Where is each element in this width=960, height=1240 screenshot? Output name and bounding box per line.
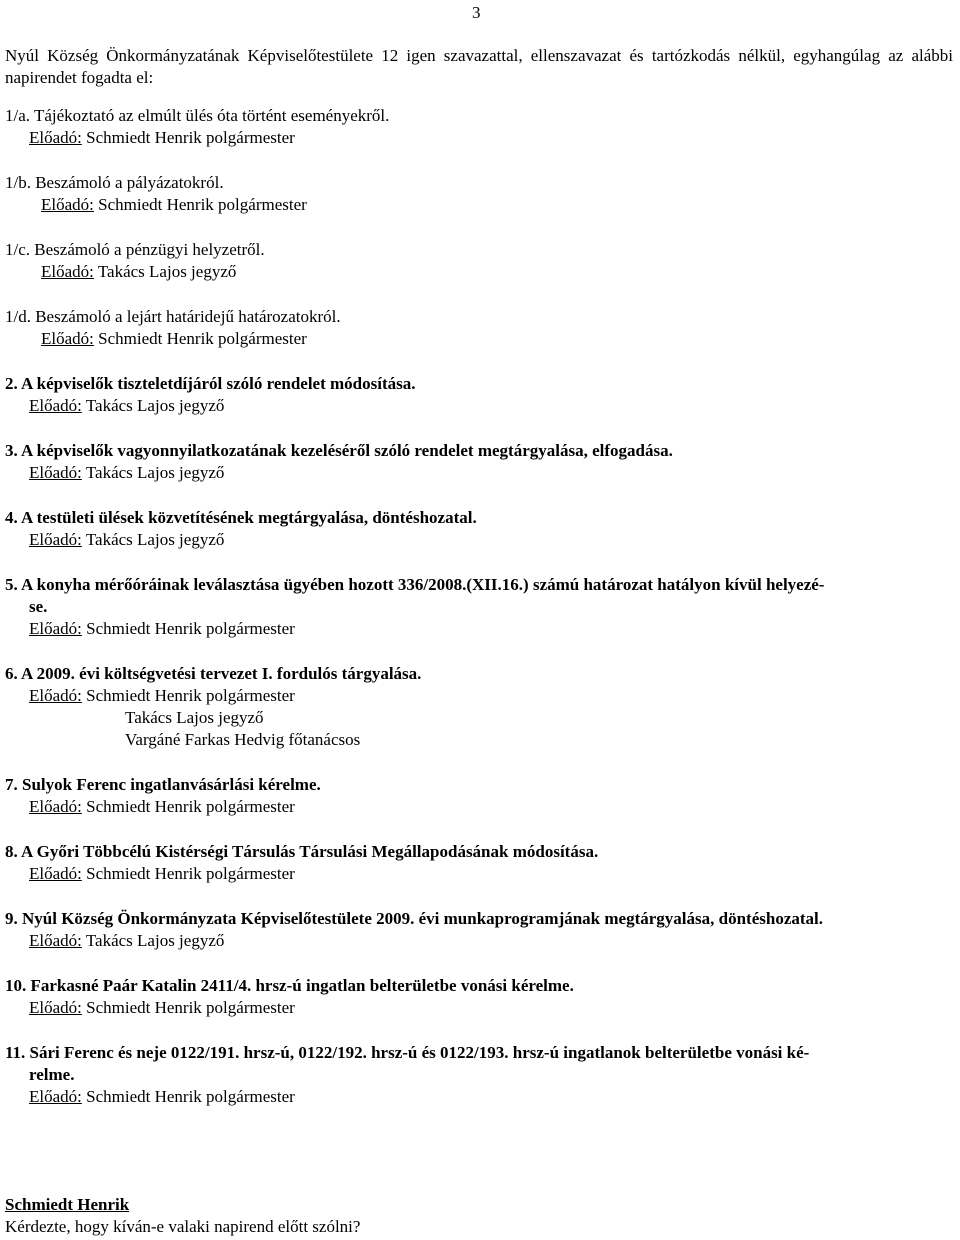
- agenda-item-presenter: [29, 462, 957, 484]
- agenda-item: [5, 908, 957, 952]
- presenter-name: Schmiedt Henrik polgármester: [98, 195, 307, 214]
- agenda-item: [5, 373, 957, 417]
- agenda-item-presenter: [29, 529, 957, 551]
- presenter-name: Takács Lajos jegyző: [85, 463, 225, 482]
- presenter-name: Schmiedt Henrik polgármester: [86, 1087, 295, 1106]
- agenda-item-presenter: [29, 796, 957, 818]
- agenda-item-title: 9. Nyúl Község Önkormányzata Képviselőtestülete 2009. évi munkaprogramjának megtárgyalása, döntéshozatal.: [5, 909, 824, 928]
- presenter-label: Előadó:: [29, 463, 82, 482]
- agenda-item-title: 8. A Győri Többcélú Kistérségi Társulás Társulási Megállapodásának módosítása.: [5, 842, 599, 861]
- presenter-name: Takács Lajos jegyző: [85, 396, 225, 415]
- intro-paragraph: Nyúl Község Önkormányzatának Képviselőtestülete 12 igen szavazattal, ellenszavazat és tartózkodás nélkül, egyhangúlag az alábbi napirendet fogadta el:: [5, 46, 953, 87]
- presenter-name: Takács Lajos jegyző: [85, 931, 225, 950]
- agenda-item-title: [5, 574, 957, 618]
- presenter-label: Előadó:: [29, 686, 82, 705]
- agenda-item: [5, 663, 957, 751]
- presenter-label: Előadó:: [29, 797, 82, 816]
- agenda-item-presenter: [41, 261, 957, 283]
- agenda-item-presenter: [29, 1086, 957, 1108]
- agenda-item-title: 3. A képviselők vagyonnyilatkozatának kezeléséről szóló rendelet megtárgyalása, elfogadása.: [5, 441, 673, 460]
- presenter-name: Schmiedt Henrik polgármester: [86, 128, 295, 147]
- presenter-name: Schmiedt Henrik polgármester: [86, 686, 295, 705]
- agenda-item-presenter: [41, 194, 957, 216]
- presenter-label: Előadó:: [29, 530, 82, 549]
- agenda-item-title: 2. A képviselők tiszteletdíjáról szóló rendelet módosítása.: [5, 374, 416, 393]
- agenda-item-title: 1/d. Beszámoló a lejárt határidejű határozatokról.: [5, 307, 341, 326]
- agenda-item-title-continuation: relme.: [29, 1065, 75, 1084]
- agenda-item-title-line: 11. Sári Ferenc és neje 0122/191. hrsz-ú, 0122/192. hrsz-ú és 0122/193. hrsz-ú ingatlanok belterületbe vonási ké-: [5, 1043, 810, 1062]
- presenter-label: Előadó:: [29, 931, 82, 950]
- presenter-name: Takács Lajos jegyző: [85, 530, 225, 549]
- closing-section: [5, 1194, 360, 1238]
- agenda-item-title: 1/a. Tájékoztató az elmúlt ülés óta történt eseményekről.: [5, 106, 390, 125]
- page-number: 3: [472, 3, 481, 22]
- presenter-name: Vargáné Farkas Hedvig főtanácsos: [125, 730, 361, 749]
- presenter-name: Schmiedt Henrik polgármester: [86, 797, 295, 816]
- presenter-label: Előadó:: [29, 396, 82, 415]
- agenda-item-title-continuation: se.: [29, 597, 48, 616]
- speaker-name: Schmiedt Henrik: [5, 1195, 130, 1214]
- agenda-item-title-line: 5. A konyha mérőóráinak leválasztása ügyében hozott 336/2008.(XII.16.) számú határozat hatályon kívül helyezé-: [5, 575, 825, 594]
- agenda-item-title: 4. A testületi ülések közvetítésének megtárgyalása, döntéshozatal.: [5, 508, 477, 527]
- agenda-item: [5, 1042, 957, 1108]
- presenter-name: Schmiedt Henrik polgármester: [86, 619, 295, 638]
- agenda-item-title: [5, 1042, 957, 1086]
- agenda-list: [5, 105, 957, 1131]
- agenda-item-presenter: [29, 930, 957, 952]
- speaker-statement: Kérdezte, hogy kíván-e valaki napirend előtt szólni?: [5, 1217, 361, 1236]
- agenda-item-presenter: [29, 685, 957, 751]
- agenda-item: [5, 574, 957, 640]
- agenda-item-presenter: [29, 127, 957, 149]
- presenter-label: Előadó:: [41, 262, 94, 281]
- agenda-item: [5, 841, 957, 885]
- agenda-item-presenter: [29, 395, 957, 417]
- presenter-label: Előadó:: [41, 195, 94, 214]
- presenter-label: Előadó:: [41, 329, 94, 348]
- agenda-item-title: 10. Farkasné Paár Katalin 2411/4. hrsz-ú ingatlan belterületbe vonási kérelme.: [5, 976, 574, 995]
- agenda-item-title: 6. A 2009. évi költségvetési tervezet I. fordulós tárgyalása.: [5, 664, 422, 683]
- agenda-item-presenter: [41, 328, 957, 350]
- agenda-item-title: 7. Sulyok Ferenc ingatlanvásárlási kérelme.: [5, 775, 321, 794]
- presenter-label: Előadó:: [29, 998, 82, 1017]
- agenda-item: [5, 975, 957, 1019]
- presenter-label: Előadó:: [29, 619, 82, 638]
- agenda-item: [5, 306, 957, 350]
- agenda-item-title: 1/c. Beszámoló a pénzügyi helyzetről.: [5, 240, 265, 259]
- agenda-item: [5, 172, 957, 216]
- agenda-item-presenter: [29, 863, 957, 885]
- agenda-item: [5, 774, 957, 818]
- presenter-label: Előadó:: [29, 1087, 82, 1106]
- presenter-name: Schmiedt Henrik polgármester: [98, 329, 307, 348]
- agenda-item-presenter: [29, 997, 957, 1019]
- agenda-item-presenter: [29, 618, 957, 640]
- presenter-name: Takács Lajos jegyző: [97, 262, 237, 281]
- agenda-item: [5, 105, 957, 149]
- presenter-label: Előadó:: [29, 864, 82, 883]
- presenter-name: Takács Lajos jegyző: [125, 708, 264, 727]
- agenda-item: [5, 440, 957, 484]
- agenda-item: [5, 507, 957, 551]
- presenter-label: Előadó:: [29, 128, 82, 147]
- agenda-item-title: 1/b. Beszámoló a pályázatokról.: [5, 173, 224, 192]
- presenter-name: Schmiedt Henrik polgármester: [86, 864, 295, 883]
- agenda-item: [5, 239, 957, 283]
- presenter-name: Schmiedt Henrik polgármester: [86, 998, 295, 1017]
